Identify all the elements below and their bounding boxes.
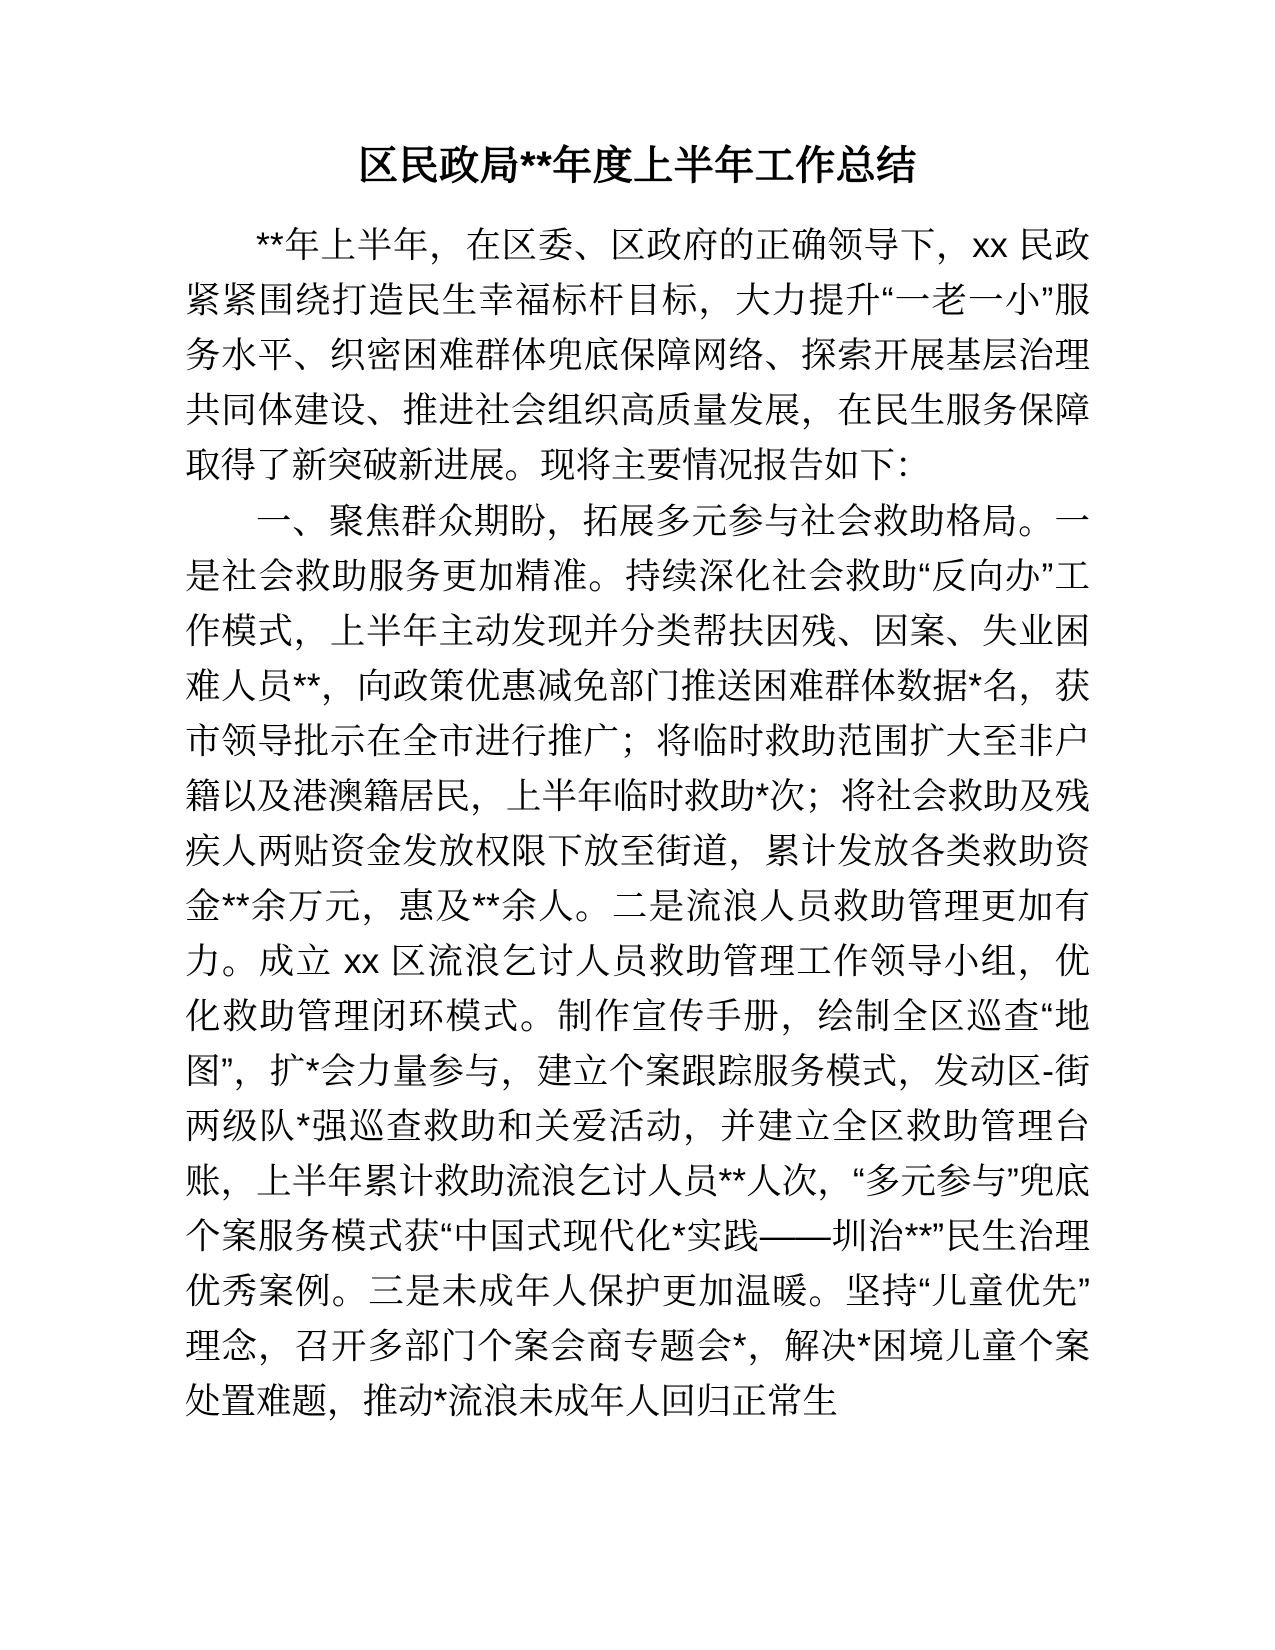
body-paragraph-2: 一、聚焦群众期盼，拓展多元参与社会救助格局。一是社会救助服务更加精准。持续深化社会救助“反向办”工作模式，上半年主动发现并分类帮扶因残、因案、失业困难人员**，向政策优惠减免部门推送困难群体数据*名，获市领导批示在全市进行推广；将临时救助范围扩大至非户籍以及港澳籍居民，上半年临时救助*次；将社会救助及残疾人两贴资金发放权限下放至街道，累计发放各类救助资金**余万元，惠及**余人。二是流浪人员救助管理更加有力。成立 xx 区流浪乞讨人员救助管理工作领导小组，优化救助管理闭环模式。制作宣传手册，绘制全区巡查“地图”，扩*会力量参与，建立个案跟踪服务模式，发动区-街两级队*强巡查救助和关爱活动，并建立全区救助管理台账，上半年累计救助流浪乞讨人员**人次，“多元参与”兜底个案服务模式获“中国式现代化*实践——圳治**”民生治理优秀案例。三是未成年人保护更加温暖。坚持“儿童优先”理念，召开多部门个案会商专题会*，解决*困境儿童个案处置难题，推动*流浪未成年人回归正常生 bbox=[185, 501, 1090, 1421]
page-title: 区民政局**年度上半年工作总结 bbox=[358, 144, 917, 188]
document-content bbox=[185, 0, 1090, 1429]
body-paragraph-1: **年上半年，在区委、区政府的正确领导下，xx 民政紧紧围绕打造民生幸福标杆目标，大力提升“一老一小”服务水平、织密困难群体兜底保障网络、探索开展基层治理共同体建设、推进社会组织高质量发展，在民生服务保障取得了新突破新进展。现将主要情况报告如下： bbox=[185, 225, 1090, 485]
document-body bbox=[185, 218, 1090, 1429]
